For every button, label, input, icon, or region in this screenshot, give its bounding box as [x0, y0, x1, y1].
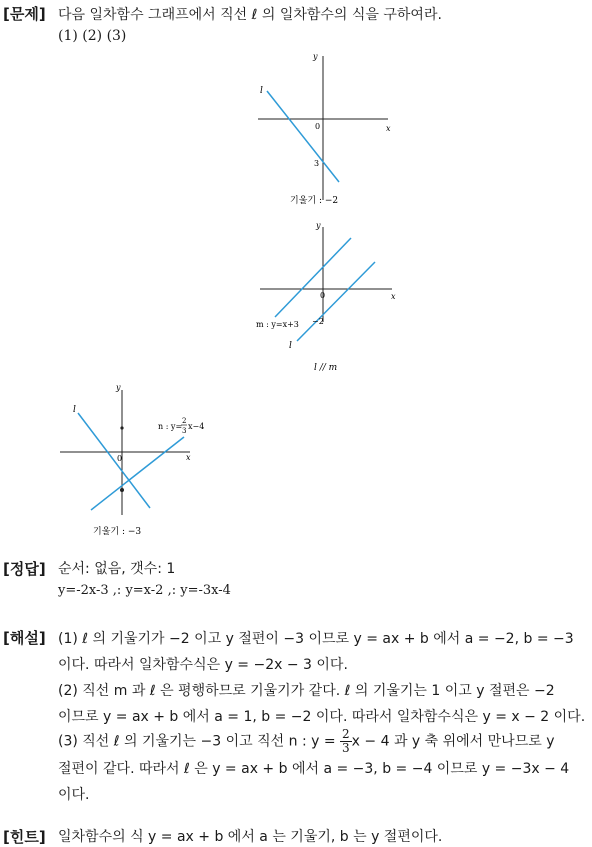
graph-3-origin: 0 [117, 454, 123, 463]
solution-p3-line-1 [58, 728, 554, 755]
solution-tag: [해설] [3, 629, 46, 647]
graph-2-x-label: x [391, 292, 396, 301]
problem-subparts: (1) (2) (3) [58, 28, 127, 44]
graph-1-origin: 0 [315, 122, 321, 131]
hint-tag: [힌트] [3, 828, 46, 846]
solution-p1-line-2: 이다. 따라서 일차함수식은 y = −2x − 3 이다. [58, 657, 348, 673]
problem-text: 다음 일차함수 그래프에서 직선 ℓ 의 일차함수의 식을 구하여라. [58, 7, 442, 23]
solution-p3-line-3: 이다. [58, 787, 90, 803]
solution-p2-line-2: 이므로 y = ax + b 에서 a = 1, b = −2 이다. 따라서 일차함수식은 y = x − 2 이다. [58, 709, 586, 725]
answer-line-2: y=-2x-3 ,: y=x-2 ,: y=-3x-4 [58, 583, 231, 598]
graph-2 [250, 217, 400, 377]
graph-3-x-label: x [186, 453, 191, 462]
solution-p3-line-2: 절편이 같다. 따라서 ℓ 은 y = ax + b 에서 a = −3, b = −4 이므로 y = −3x − 4 [58, 761, 570, 777]
graph-3-y-label: y [116, 383, 121, 392]
graph-3-line-n-num: 2 [182, 417, 187, 425]
solution-p3-fraction-num: 2 [342, 727, 350, 741]
solution-p3-post: x − 4 과 y 축 위에서 만나므로 y [351, 733, 555, 750]
graph-1-intercept-label: 3 [314, 159, 320, 168]
graph-1-y-label: y [313, 52, 318, 61]
graph-1-caption: 기울기 : −2 [290, 196, 339, 206]
graph-1-x-label: x [386, 124, 391, 133]
graph-3 [55, 380, 215, 540]
graph-2-y-label: y [316, 221, 321, 230]
graph-3-line-l-label: l [73, 405, 76, 415]
graph-2-origin: 0 [320, 291, 326, 300]
graph-1-line-l [267, 91, 339, 182]
answer-line-1: 순서: 없음, 갯수: 1 [58, 561, 176, 577]
problem-tag: [문제] [3, 5, 46, 23]
graph-3-y-point [120, 426, 123, 429]
solution-p3-fraction-den: 3 [342, 741, 350, 755]
graph-3-line-n-den: 3 [182, 427, 187, 435]
graph-2-caption: l // m [314, 363, 338, 373]
solution-p2-line-1: (2) 직선 m 과 ℓ 은 평행하므로 기울기가 같다. ℓ 의 기울기는 1 이고 y 절편은 −2 [58, 683, 555, 699]
solution-p1-line-1: (1) ℓ 의 기울기가 −2 이고 y 절편이 −3 이므로 y = ax + b 에서 a = −2, b = −3 [58, 631, 574, 647]
graph-2-line-m [275, 238, 351, 317]
hint-text: 일차함수의 식 y = ax + b 에서 a 는 기울기, b 는 y 절편이다. [58, 829, 443, 845]
graph-3-caption: 기울기 : −3 [93, 527, 142, 537]
graph-2-line-l-label: l [289, 341, 292, 351]
graph-3-line-l [78, 413, 150, 508]
graph-1-line-l-label: l [260, 86, 263, 96]
graph-2-intercept-label: −2 [312, 317, 324, 326]
graph-3-line-n-suffix: x−4 [188, 422, 205, 431]
solution-p3-fraction [340, 728, 352, 755]
graph-2-line-l [297, 262, 375, 341]
graph-1 [250, 48, 400, 210]
answer-tag: [정답] [3, 560, 46, 578]
solution-p3-pre: (3) 직선 ℓ 의 기울기는 −3 이고 직선 n : y = [58, 733, 341, 750]
graph-3-intersection-point [120, 488, 124, 492]
graph-3-line-n-prefix: n : y= [158, 422, 183, 431]
graph-2-line-m-label: m : y=x+3 [256, 320, 299, 329]
